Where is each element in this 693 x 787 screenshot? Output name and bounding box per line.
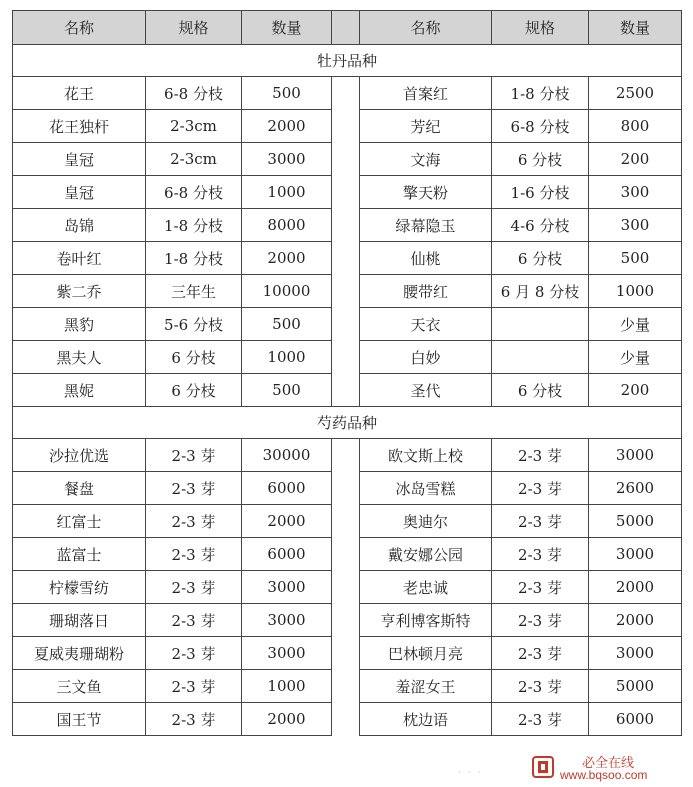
variety-name-cell: 国王节	[13, 703, 146, 736]
col-header-name: 名称	[360, 11, 492, 45]
column-gap	[332, 110, 360, 143]
variety-name-cell: 蓝富士	[13, 538, 146, 571]
quantity-cell: 8000	[242, 209, 332, 242]
table-row	[13, 604, 682, 637]
variety-name-cell: 皇冠	[13, 143, 146, 176]
header-gap	[332, 11, 360, 45]
col-header-qty: 数量	[589, 11, 682, 45]
spec-cell: 1-8 分枝	[146, 242, 242, 275]
table-row	[13, 374, 682, 407]
variety-name-cell: 花王独杆	[13, 110, 146, 143]
spec-cell	[492, 341, 589, 374]
spec-cell: 6 月 8 分枝	[492, 275, 589, 308]
spec-cell: 1-6 分枝	[492, 176, 589, 209]
quantity-cell: 500	[589, 242, 682, 275]
variety-name-cell: 欧文斯上校	[360, 439, 492, 472]
quantity-cell: 300	[589, 209, 682, 242]
column-gap	[332, 143, 360, 176]
spec-cell: 6 分枝	[492, 242, 589, 275]
spec-cell: 5-6 分枝	[146, 308, 242, 341]
quantity-cell: 500	[242, 308, 332, 341]
table-row	[13, 670, 682, 703]
spec-cell: 2-3 芽	[492, 505, 589, 538]
column-gap	[332, 571, 360, 604]
section-title: 芍药品种	[13, 407, 682, 439]
column-gap	[332, 374, 360, 407]
quantity-cell: 2000	[242, 242, 332, 275]
quantity-cell: 1000	[242, 670, 332, 703]
spec-cell	[492, 308, 589, 341]
table-row	[13, 505, 682, 538]
spec-cell: 2-3 芽	[146, 505, 242, 538]
variety-name-cell: 亨利博客斯特	[360, 604, 492, 637]
spec-cell: 2-3cm	[146, 143, 242, 176]
variety-name-cell: 沙拉优选	[13, 439, 146, 472]
variety-name-cell: 黑妮	[13, 374, 146, 407]
quantity-cell: 3000	[589, 637, 682, 670]
variety-name-cell: 黑夫人	[13, 341, 146, 374]
column-gap	[332, 439, 360, 472]
spec-cell: 2-3 芽	[492, 472, 589, 505]
quantity-cell: 6000	[589, 703, 682, 736]
spec-cell: 2-3 芽	[146, 637, 242, 670]
table-row	[13, 143, 682, 176]
col-header-spec: 规格	[492, 11, 589, 45]
variety-name-cell: 黑豹	[13, 308, 146, 341]
variety-name-cell: 柠檬雪纺	[13, 571, 146, 604]
variety-name-cell: 冰岛雪糕	[360, 472, 492, 505]
watermark	[0, 750, 693, 787]
spec-cell: 6-8 分枝	[492, 110, 589, 143]
table-row	[13, 275, 682, 308]
spec-cell: 2-3 芽	[492, 703, 589, 736]
brand-logo-icon	[532, 756, 554, 778]
variety-name-cell: 文海	[360, 143, 492, 176]
variety-name-cell: 红富士	[13, 505, 146, 538]
spec-cell: 6 分枝	[492, 374, 589, 407]
col-header-spec: 规格	[146, 11, 242, 45]
spec-cell: 2-3 芽	[146, 538, 242, 571]
table-row	[13, 571, 682, 604]
spec-cell: 2-3 芽	[492, 670, 589, 703]
column-gap	[332, 505, 360, 538]
quantity-cell: 3000	[242, 604, 332, 637]
quantity-cell: 1000	[242, 176, 332, 209]
variety-name-cell: 花王	[13, 77, 146, 110]
spec-cell: 1-8 分枝	[146, 209, 242, 242]
variety-name-cell: 奥迪尔	[360, 505, 492, 538]
section-title: 牡丹品种	[13, 45, 682, 77]
column-gap	[332, 670, 360, 703]
variety-name-cell: 圣代	[360, 374, 492, 407]
column-gap	[332, 242, 360, 275]
section-header-row	[13, 407, 682, 439]
quantity-cell: 3000	[589, 439, 682, 472]
spec-cell: 2-3 芽	[492, 439, 589, 472]
quantity-cell: 少量	[589, 308, 682, 341]
spec-cell: 2-3 芽	[492, 637, 589, 670]
spec-cell: 2-3 芽	[492, 538, 589, 571]
variety-name-cell: 珊瑚落日	[13, 604, 146, 637]
col-header-name: 名称	[13, 11, 146, 45]
spec-cell: 6-8 分枝	[146, 176, 242, 209]
spec-cell: 2-3 芽	[492, 604, 589, 637]
variety-name-cell: 首案红	[360, 77, 492, 110]
table-row	[13, 176, 682, 209]
table-row	[13, 472, 682, 505]
col-header-qty: 数量	[242, 11, 332, 45]
column-gap	[332, 176, 360, 209]
quantity-cell: 500	[242, 77, 332, 110]
column-gap	[332, 341, 360, 374]
variety-name-cell: 绿幕隐玉	[360, 209, 492, 242]
quantity-cell: 2000	[589, 571, 682, 604]
spec-cell: 2-3cm	[146, 110, 242, 143]
quantity-cell: 500	[242, 374, 332, 407]
quantity-cell: 3000	[242, 637, 332, 670]
variety-name-cell: 羞涩女王	[360, 670, 492, 703]
spec-cell: 4-6 分枝	[492, 209, 589, 242]
variety-name-cell: 白妙	[360, 341, 492, 374]
table-row	[13, 341, 682, 374]
column-gap	[332, 604, 360, 637]
spec-cell: 6 分枝	[492, 143, 589, 176]
column-gap	[332, 275, 360, 308]
variety-name-cell: 巴林顿月亮	[360, 637, 492, 670]
table-row	[13, 209, 682, 242]
brand-url: www.bqsoo.com	[560, 768, 648, 782]
quantity-cell: 3000	[589, 538, 682, 571]
quantity-cell: 1000	[242, 341, 332, 374]
column-gap	[332, 703, 360, 736]
spec-cell: 三年生	[146, 275, 242, 308]
table-row	[13, 77, 682, 110]
brand-name: 必全在线	[582, 755, 635, 770]
spec-cell: 6 分枝	[146, 341, 242, 374]
quantity-cell: 6000	[242, 538, 332, 571]
table-row	[13, 439, 682, 472]
variety-name-cell: 紫二乔	[13, 275, 146, 308]
quantity-cell: 10000	[242, 275, 332, 308]
variety-name-cell: 仙桃	[360, 242, 492, 275]
column-gap	[332, 77, 360, 110]
table-row	[13, 703, 682, 736]
variety-name-cell: 餐盘	[13, 472, 146, 505]
quantity-cell: 3000	[242, 571, 332, 604]
variety-name-cell: 腰带红	[360, 275, 492, 308]
variety-name-cell: 天衣	[360, 308, 492, 341]
quantity-cell: 200	[589, 374, 682, 407]
variety-name-cell: 戴安娜公园	[360, 538, 492, 571]
quantity-cell: 5000	[589, 505, 682, 538]
variety-name-cell: 夏威夷珊瑚粉	[13, 637, 146, 670]
quantity-cell: 5000	[589, 670, 682, 703]
quantity-cell: 6000	[242, 472, 332, 505]
header-row	[13, 11, 682, 45]
quantity-cell: 2500	[589, 77, 682, 110]
table-row	[13, 242, 682, 275]
spec-cell: 1-8 分枝	[492, 77, 589, 110]
variety-name-cell: 卷叶红	[13, 242, 146, 275]
table-row	[13, 538, 682, 571]
quantity-cell: 1000	[589, 275, 682, 308]
column-gap	[332, 637, 360, 670]
variety-name-cell: 芳纪	[360, 110, 492, 143]
spec-cell: 6-8 分枝	[146, 77, 242, 110]
section-header-row	[13, 45, 682, 77]
spec-cell: 2-3 芽	[492, 571, 589, 604]
quantity-cell: 30000	[242, 439, 332, 472]
spec-cell: 2-3 芽	[146, 703, 242, 736]
quantity-cell: 2000	[589, 604, 682, 637]
variety-name-cell: 岛锦	[13, 209, 146, 242]
column-gap	[332, 472, 360, 505]
spec-cell: 2-3 芽	[146, 571, 242, 604]
spec-cell: 2-3 芽	[146, 439, 242, 472]
quantity-cell: 2000	[242, 505, 332, 538]
quantity-cell: 2600	[589, 472, 682, 505]
decorative-dots: · · ·	[458, 768, 483, 778]
table-row	[13, 308, 682, 341]
quantity-cell: 2000	[242, 703, 332, 736]
spec-cell: 2-3 芽	[146, 472, 242, 505]
spec-cell: 6 分枝	[146, 374, 242, 407]
quantity-cell: 800	[589, 110, 682, 143]
variety-name-cell: 擎天粉	[360, 176, 492, 209]
table-row	[13, 110, 682, 143]
quantity-cell: 300	[589, 176, 682, 209]
variety-name-cell: 皇冠	[13, 176, 146, 209]
column-gap	[332, 209, 360, 242]
variety-name-cell: 枕边语	[360, 703, 492, 736]
quantity-cell: 3000	[242, 143, 332, 176]
table-row	[13, 637, 682, 670]
spec-cell: 2-3 芽	[146, 670, 242, 703]
quantity-cell: 2000	[242, 110, 332, 143]
varieties-table	[12, 10, 682, 736]
variety-name-cell: 老忠诚	[360, 571, 492, 604]
variety-name-cell: 三文鱼	[13, 670, 146, 703]
column-gap	[332, 538, 360, 571]
quantity-cell: 200	[589, 143, 682, 176]
column-gap	[332, 308, 360, 341]
spec-cell: 2-3 芽	[146, 604, 242, 637]
quantity-cell: 少量	[589, 341, 682, 374]
